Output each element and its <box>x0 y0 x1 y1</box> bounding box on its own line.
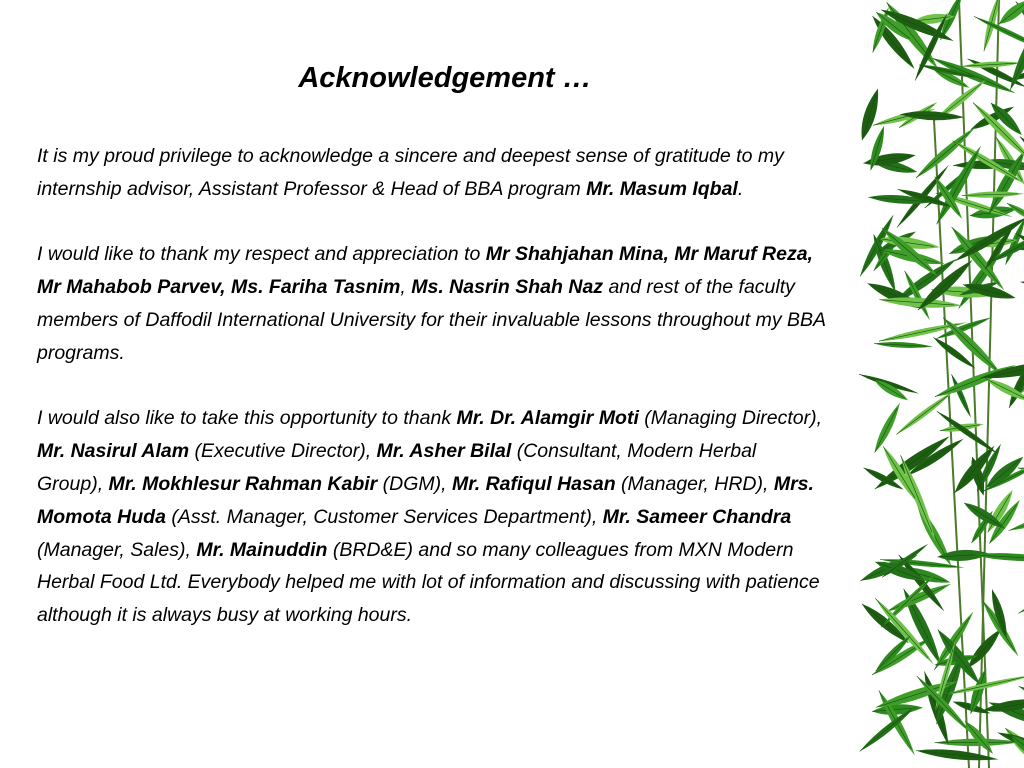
person-name: Mrs. Momota Huda <box>37 472 814 528</box>
bamboo-leaf <box>996 0 1024 28</box>
text-span: It is my proud privilege to acknowledge a sincere and deepest sense of gratitude to my internship advisor, Assistant Professor & Head of BBA program <box>37 145 784 200</box>
person-name: Mr. Asher Bilal <box>376 440 512 463</box>
text-span: (Manager, Sales), <box>37 538 197 561</box>
person-name: Mr Shahjahan Mina, Mr Maruf Reza, Mr Mahabob Parvev, Ms. Fariha Tasnim <box>37 243 813 299</box>
bamboo-leaf <box>1020 277 1024 295</box>
person-name: Mr. Mainuddin <box>196 538 328 561</box>
person-name: Mr. Mokhlesur Rahman Kabir <box>108 472 378 495</box>
text-span: . <box>737 177 744 200</box>
text-span: (BRD&E) and so many colleagues from MXN Modern Herbal Food Ltd. Everybody helped me with lot of information and discussing with patience although it is always busy at working hours. <box>37 538 820 627</box>
person-name: Ms. Nasrin Shah Naz <box>411 276 604 299</box>
person-name: Mr. Dr. Alamgir Moti <box>456 407 639 430</box>
text-span: (Managing Director), <box>638 407 823 430</box>
person-name: Mr. Nasirul Alam <box>37 440 190 463</box>
person-name: Mr. Rafiqul Hasan <box>452 472 616 495</box>
slide-body <box>37 140 827 632</box>
text-span: and rest of the faculty members of Daffodil International University for their invaluable lessons throughout my BBA programs. <box>37 276 826 364</box>
text-span: (Manager, HRD), <box>615 472 774 495</box>
person-name: Mr. Masum Iqbal <box>586 177 738 200</box>
bamboo-leaves-icon <box>839 0 1024 768</box>
paragraph-colleagues <box>37 402 827 632</box>
paragraph-faculty <box>37 238 827 369</box>
text-span: (Asst. Manager, Customer Services Department), <box>165 505 603 528</box>
text-span: (DGM), <box>377 472 452 495</box>
text-span: I would also like to take this opportunity to thank <box>37 407 457 430</box>
bamboo-leaf <box>1017 566 1024 616</box>
text-span: I would like to thank my respect and appreciation to <box>37 243 486 266</box>
paragraph-advisor <box>37 140 827 206</box>
text-span: (Executive Director), <box>189 440 377 463</box>
slide-title: Acknowledgement … <box>298 62 592 94</box>
text-span: , <box>400 276 412 299</box>
person-name: Mr. Sameer Chandra <box>602 505 792 528</box>
text-span: (Consultant, Modern Herbal Group), <box>37 440 757 495</box>
